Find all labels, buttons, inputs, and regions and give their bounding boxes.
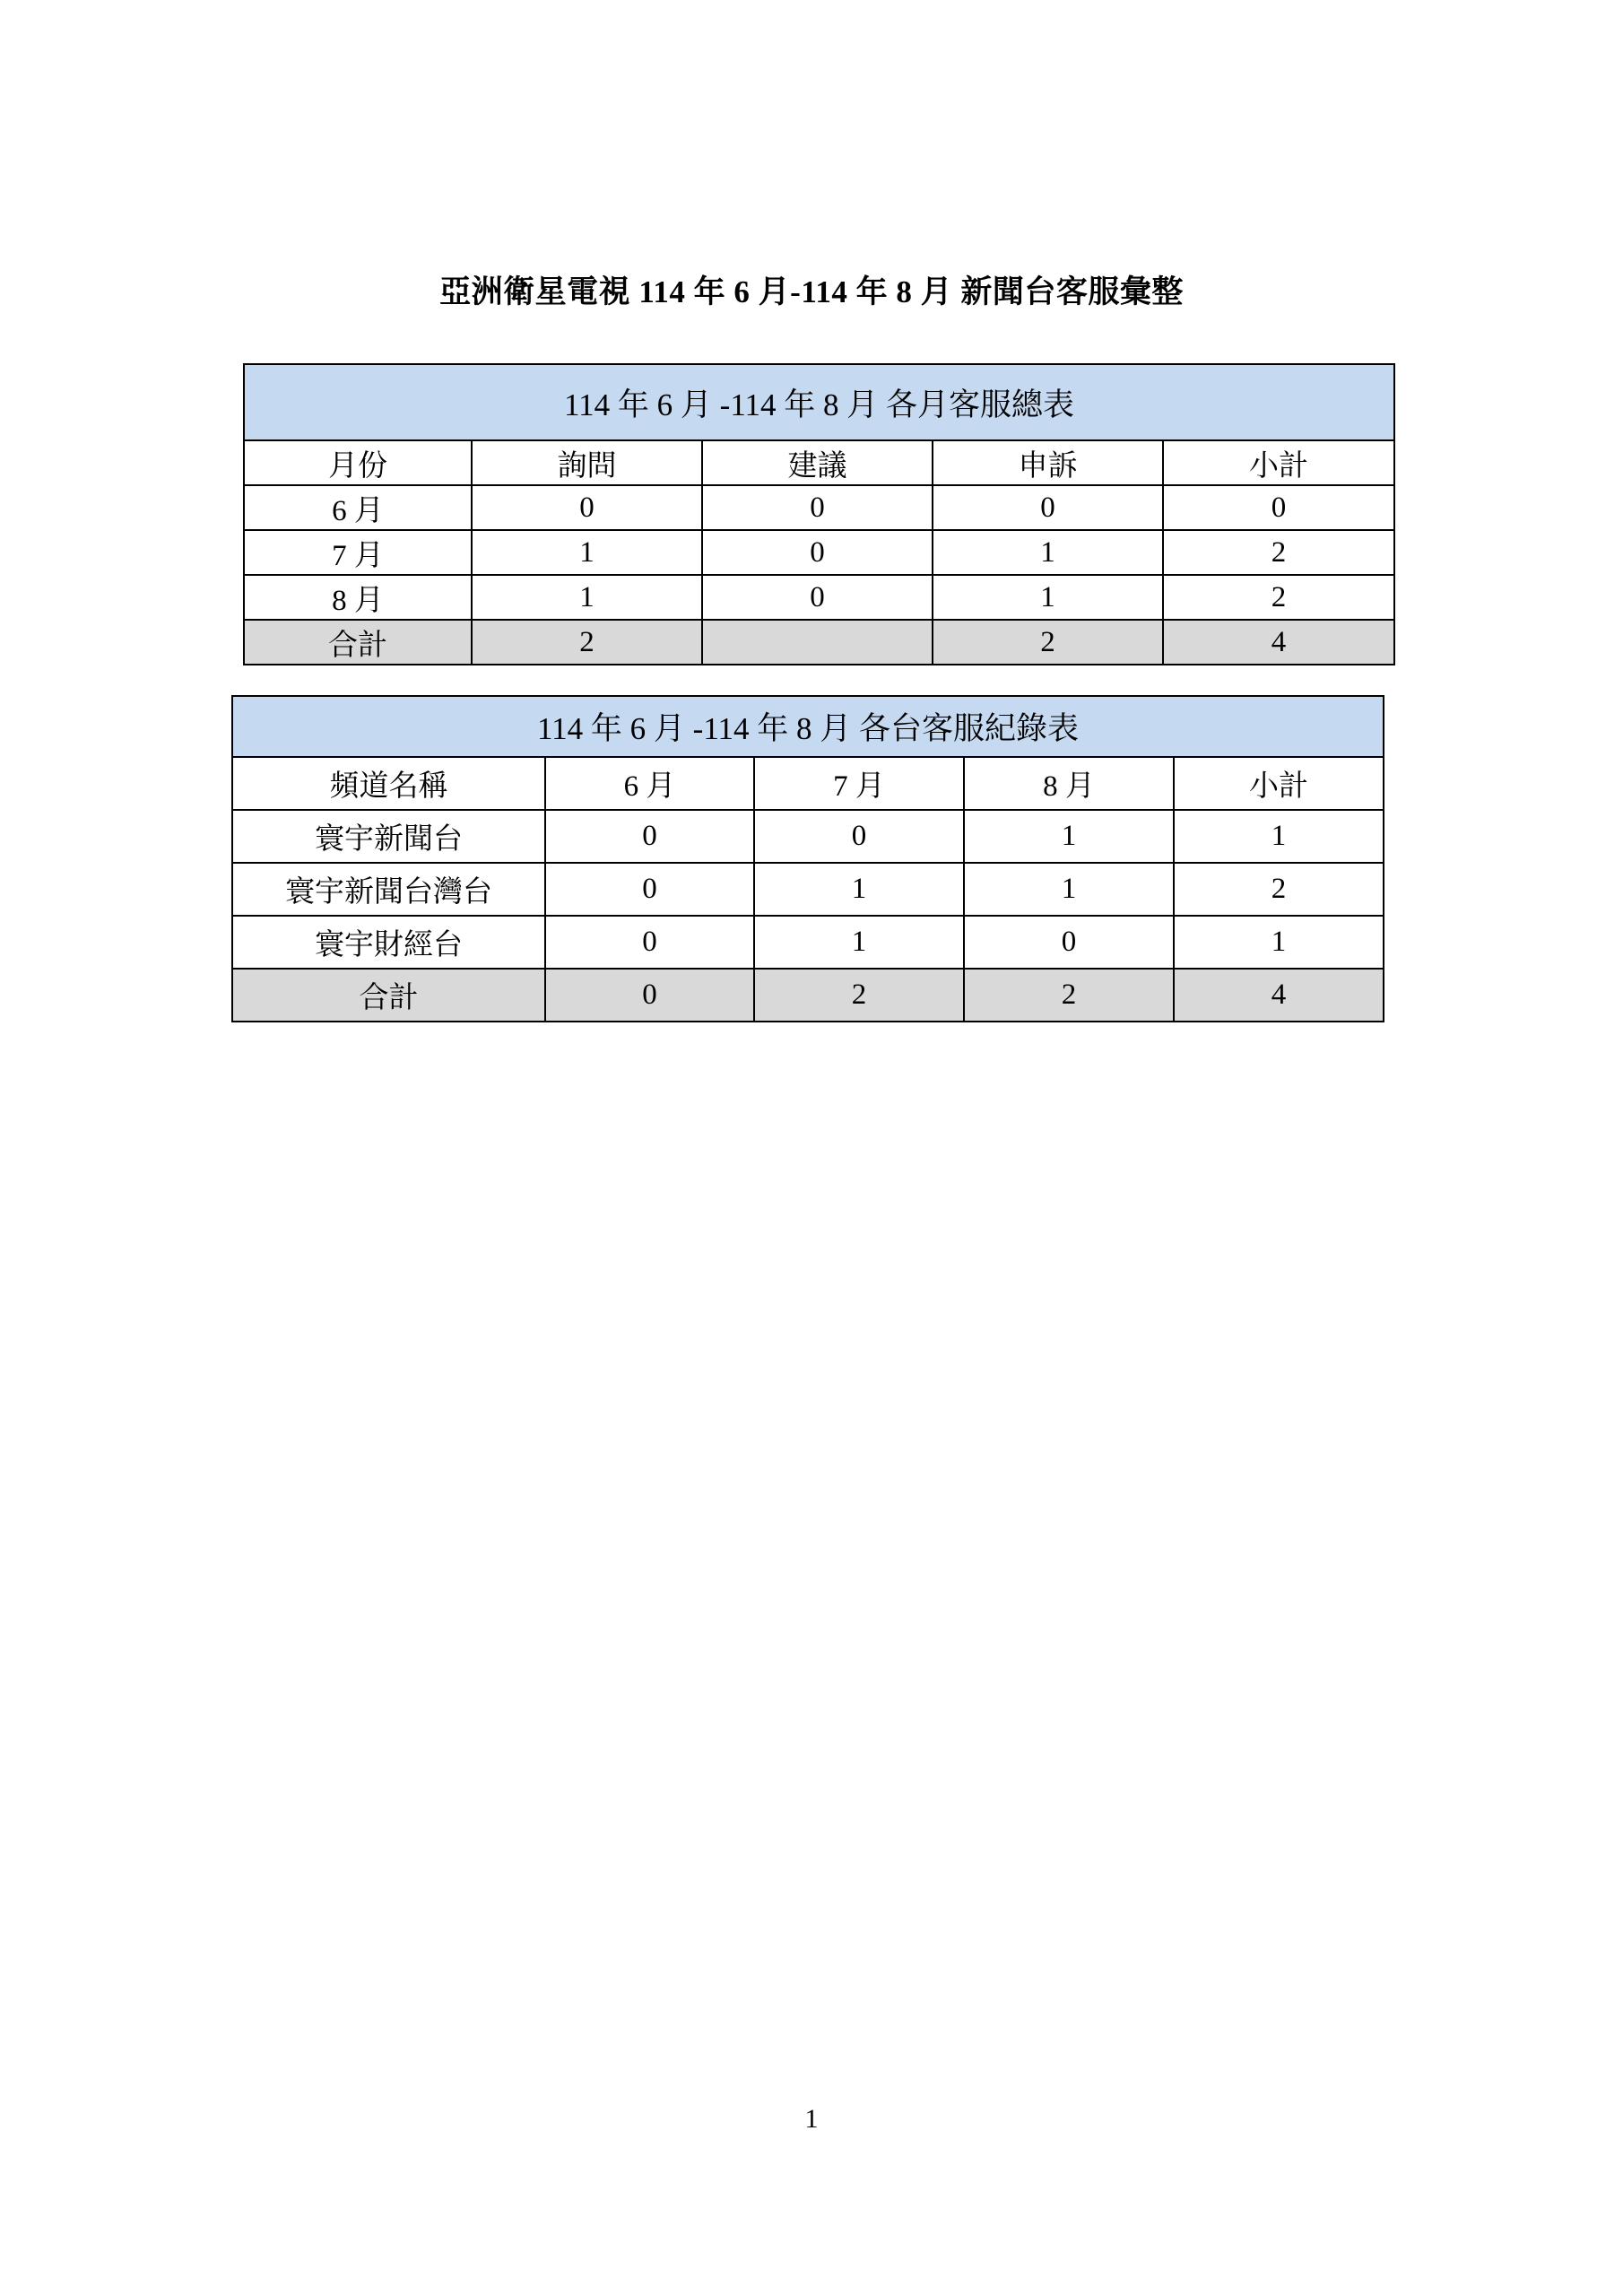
table-cell: 1 — [754, 863, 964, 916]
table-cell: 1 — [933, 575, 1163, 620]
total-cell: 合計 — [232, 969, 545, 1022]
table-cell: 寰宇新聞台灣台 — [232, 863, 545, 916]
column-header: 8 月 — [964, 757, 1174, 810]
total-cell: 4 — [1163, 620, 1394, 665]
table-cell: 0 — [754, 810, 964, 863]
table-cell: 1 — [1174, 916, 1384, 969]
column-header: 建議 — [702, 440, 933, 485]
total-row — [232, 969, 1384, 1022]
monthly-summary-table — [243, 363, 1395, 665]
total-cell: 2 — [472, 620, 702, 665]
table-cell: 6 月 — [244, 485, 472, 530]
monthly-table-caption: 114 年 6 月 -114 年 8 月 各月客服總表 — [244, 364, 1394, 440]
column-header: 小計 — [1163, 440, 1394, 485]
document-title: 亞洲衛星電視 114 年 6 月-114 年 8 月 新聞台客服彙整 — [439, 274, 1184, 309]
table-header-row — [244, 440, 1394, 485]
table-cell: 1 — [472, 575, 702, 620]
total-cell: 合計 — [244, 620, 472, 665]
total-cell — [702, 620, 933, 665]
table-cell: 0 — [933, 485, 1163, 530]
total-cell: 4 — [1174, 969, 1384, 1022]
total-cell: 2 — [754, 969, 964, 1022]
table-row — [244, 575, 1394, 620]
table-cell: 寰宇財經台 — [232, 916, 545, 969]
table-row — [244, 485, 1394, 530]
table-cell: 0 — [964, 916, 1174, 969]
table-cell: 1 — [964, 810, 1174, 863]
column-header: 頻道名稱 — [232, 757, 545, 810]
table-cell: 0 — [702, 575, 933, 620]
table-header-row — [232, 757, 1384, 810]
table-cell: 2 — [1163, 530, 1394, 575]
table-cell: 0 — [545, 810, 754, 863]
table-cell: 1 — [472, 530, 702, 575]
table-cell: 0 — [1163, 485, 1394, 530]
table-cell: 7 月 — [244, 530, 472, 575]
table-cell: 1 — [754, 916, 964, 969]
table-row — [232, 810, 1384, 863]
table-cell: 1 — [1174, 810, 1384, 863]
total-cell: 2 — [964, 969, 1174, 1022]
page-number: 1 — [804, 2104, 819, 2134]
table-cell: 0 — [472, 485, 702, 530]
total-cell: 0 — [545, 969, 754, 1022]
table-cell: 寰宇新聞台 — [232, 810, 545, 863]
table-cell: 2 — [1163, 575, 1394, 620]
column-header: 6 月 — [545, 757, 754, 810]
total-cell: 2 — [933, 620, 1163, 665]
table-row — [232, 916, 1384, 969]
table-cell: 0 — [545, 863, 754, 916]
table-cell: 2 — [1174, 863, 1384, 916]
channel-table-caption: 114 年 6 月 -114 年 8 月 各台客服紀錄表 — [232, 696, 1384, 757]
column-header: 月份 — [244, 440, 472, 485]
column-header: 7 月 — [754, 757, 964, 810]
channel-record-table — [231, 695, 1384, 1022]
column-header: 詢問 — [472, 440, 702, 485]
column-header: 小計 — [1174, 757, 1384, 810]
table-cell: 0 — [545, 916, 754, 969]
table-row — [244, 530, 1394, 575]
total-row — [244, 620, 1394, 665]
table-cell: 1 — [964, 863, 1174, 916]
table-cell: 0 — [702, 530, 933, 575]
table-row — [232, 863, 1384, 916]
table-cell: 1 — [933, 530, 1163, 575]
table-cell: 0 — [702, 485, 933, 530]
column-header: 申訴 — [933, 440, 1163, 485]
table-cell: 8 月 — [244, 575, 472, 620]
